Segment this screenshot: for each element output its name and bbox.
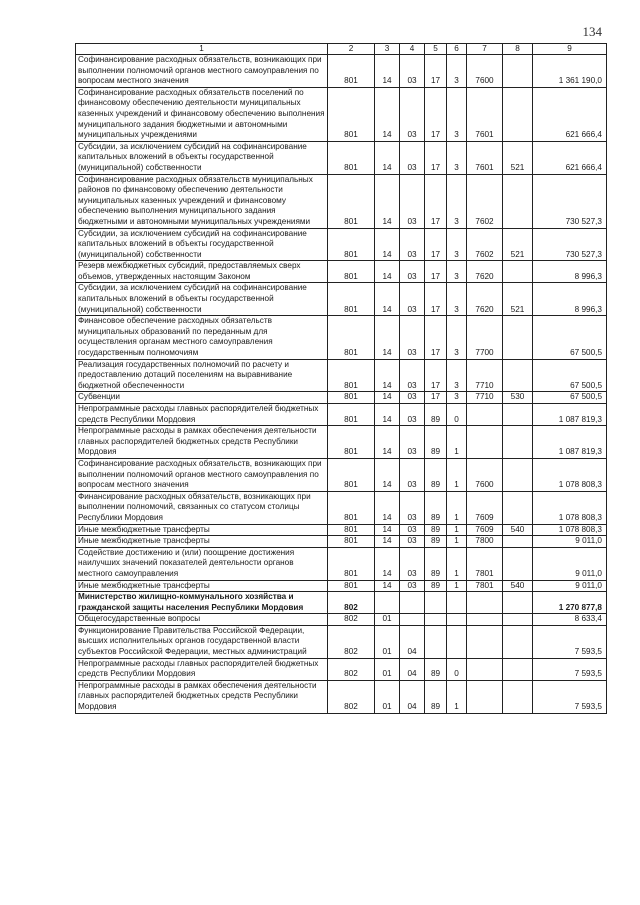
cell-section-code: 14 <box>375 524 400 536</box>
cell-target-code: 7801 <box>467 547 503 580</box>
table-row <box>76 141 607 174</box>
cell-ministry-code: 801 <box>328 359 375 392</box>
table-row <box>76 614 607 626</box>
cell-section-code: 14 <box>375 316 400 359</box>
cell-amount: 730 527,3 <box>533 228 607 261</box>
cell-target-code: 7620 <box>467 261 503 283</box>
cell-section-code: 14 <box>375 141 400 174</box>
cell-program-code: 89 <box>425 458 447 491</box>
cell-amount: 1 270 877,8 <box>533 592 607 614</box>
cell-subprogram-code: 3 <box>447 316 467 359</box>
cell-subprogram-code: 3 <box>447 55 467 88</box>
cell-ministry-code: 801 <box>328 580 375 592</box>
table-row <box>76 283 607 316</box>
cell-section-code: 14 <box>375 536 400 548</box>
cell-section-code: 01 <box>375 625 400 658</box>
table-row <box>76 392 607 404</box>
cell-section-code <box>375 592 400 614</box>
table-row <box>76 359 607 392</box>
cell-subprogram-code: 1 <box>447 458 467 491</box>
cell-target-code: 7601 <box>467 141 503 174</box>
cell-ministry-code: 801 <box>328 87 375 141</box>
cell-subsection-code: 04 <box>400 658 425 680</box>
cell-item-name: Софинансирование расходных обязательств, возникающих при выполнении полномочий органов местного самоуправления по вопросам местного значения <box>76 458 328 491</box>
cell-item-name: Субвенции <box>76 392 328 404</box>
cell-expense-type-code: 540 <box>503 524 533 536</box>
col-header: 8 <box>503 44 533 55</box>
cell-amount: 67 500,5 <box>533 359 607 392</box>
table-row <box>76 524 607 536</box>
cell-expense-type-code <box>503 536 533 548</box>
cell-ministry-code: 802 <box>328 680 375 713</box>
cell-program-code: 89 <box>425 524 447 536</box>
cell-section-code: 14 <box>375 491 400 524</box>
cell-expense-type-code: 540 <box>503 580 533 592</box>
cell-item-name: Финансирование расходных обязательств, возникающих при выполнении полномочий, связанных со статусом столицы Республики Мордовия <box>76 491 328 524</box>
cell-expense-type-code: 530 <box>503 392 533 404</box>
cell-section-code: 14 <box>375 426 400 459</box>
cell-expense-type-code <box>503 547 533 580</box>
cell-expense-type-code <box>503 625 533 658</box>
cell-amount: 9 011,0 <box>533 536 607 548</box>
cell-subprogram-code: 3 <box>447 87 467 141</box>
cell-program-code <box>425 625 447 658</box>
cell-expense-type-code <box>503 614 533 626</box>
table-row <box>76 404 607 426</box>
cell-subsection-code <box>400 592 425 614</box>
cell-ministry-code: 801 <box>328 426 375 459</box>
page-number: 134 <box>582 24 602 39</box>
cell-amount: 67 500,5 <box>533 316 607 359</box>
cell-ministry-code: 801 <box>328 458 375 491</box>
cell-expense-type-code <box>503 316 533 359</box>
cell-item-name: Непрограммные расходы в рамках обеспечения деятельности главных распорядителей бюджетных средств Республики Мордовия <box>76 426 328 459</box>
table-row <box>76 458 607 491</box>
cell-item-name: Финансовое обеспечение расходных обязательств муниципальных образований по переданным для осуществления органам местного самоуправления государственным полномочиям <box>76 316 328 359</box>
cell-expense-type-code <box>503 458 533 491</box>
cell-section-code: 14 <box>375 228 400 261</box>
cell-item-name: Непрограммные расходы главных распорядителей бюджетных средств Республики Мордовия <box>76 404 328 426</box>
cell-subsection-code: 03 <box>400 426 425 459</box>
cell-amount: 7 593,5 <box>533 625 607 658</box>
cell-ministry-code: 801 <box>328 404 375 426</box>
cell-target-code <box>467 625 503 658</box>
table-row <box>76 87 607 141</box>
table-row <box>76 547 607 580</box>
cell-subsection-code <box>400 614 425 626</box>
cell-target-code: 7600 <box>467 458 503 491</box>
cell-subprogram-code: 1 <box>447 426 467 459</box>
cell-subprogram-code: 1 <box>447 491 467 524</box>
cell-target-code: 7602 <box>467 174 503 228</box>
cell-subprogram-code: 3 <box>447 283 467 316</box>
cell-subprogram-code: 3 <box>447 392 467 404</box>
table-row <box>76 625 607 658</box>
cell-item-name: Непрограммные расходы в рамках обеспечения деятельности главных распорядителей бюджетных средств Республики Мордовия <box>76 680 328 713</box>
cell-section-code: 14 <box>375 87 400 141</box>
cell-amount: 8 996,3 <box>533 283 607 316</box>
cell-amount: 1 087 819,3 <box>533 404 607 426</box>
cell-amount: 67 500,5 <box>533 392 607 404</box>
cell-item-name: Софинансирование расходных обязательств поселений по финансовому обеспечению деятельности муниципальных казенных учреждений и финансовому обеспечению выполнения муниципального задания бюджетными и автономными муниципальных учреждениями <box>76 87 328 141</box>
table-row <box>76 426 607 459</box>
cell-program-code: 17 <box>425 283 447 316</box>
cell-section-code: 14 <box>375 283 400 316</box>
col-header: 3 <box>375 44 400 55</box>
cell-target-code: 7700 <box>467 316 503 359</box>
cell-amount: 7 593,5 <box>533 680 607 713</box>
cell-ministry-code: 801 <box>328 228 375 261</box>
cell-expense-type-code <box>503 87 533 141</box>
cell-section-code: 14 <box>375 580 400 592</box>
cell-subsection-code: 03 <box>400 392 425 404</box>
cell-subsection-code: 03 <box>400 404 425 426</box>
cell-program-code <box>425 614 447 626</box>
cell-amount: 730 527,3 <box>533 174 607 228</box>
cell-program-code: 89 <box>425 426 447 459</box>
cell-subprogram-code: 0 <box>447 658 467 680</box>
col-header: 6 <box>447 44 467 55</box>
cell-subprogram-code: 1 <box>447 580 467 592</box>
cell-subsection-code: 03 <box>400 524 425 536</box>
cell-ministry-code: 801 <box>328 547 375 580</box>
cell-ministry-code: 802 <box>328 614 375 626</box>
cell-subprogram-code: 3 <box>447 359 467 392</box>
cell-item-name: Функционирование Правительства Российской Федерации, высших исполнительных органов государственной власти субъектов Российской Федерации, местных администраций <box>76 625 328 658</box>
cell-target-code <box>467 592 503 614</box>
cell-subsection-code: 03 <box>400 228 425 261</box>
cell-expense-type-code <box>503 174 533 228</box>
cell-item-name: Субсидии, за исключением субсидий на софинансирование капитальных вложений в объекты государственной (муниципальной) собственности <box>76 283 328 316</box>
cell-target-code: 7609 <box>467 524 503 536</box>
cell-subprogram-code <box>447 625 467 658</box>
cell-target-code: 7801 <box>467 580 503 592</box>
cell-target-code: 7620 <box>467 283 503 316</box>
cell-target-code <box>467 680 503 713</box>
cell-item-name: Субсидии, за исключением субсидий на софинансирование капитальных вложений в объекты государственной (муниципальной) собственности <box>76 141 328 174</box>
cell-expense-type-code <box>503 359 533 392</box>
cell-expense-type-code <box>503 261 533 283</box>
cell-ministry-code: 801 <box>328 174 375 228</box>
cell-amount: 1 078 808,3 <box>533 458 607 491</box>
cell-section-code: 14 <box>375 359 400 392</box>
cell-program-code: 17 <box>425 261 447 283</box>
table-row <box>76 261 607 283</box>
cell-target-code: 7600 <box>467 55 503 88</box>
cell-amount: 621 666,4 <box>533 141 607 174</box>
cell-subprogram-code <box>447 614 467 626</box>
cell-item-name: Непрограммные расходы главных распорядителей бюджетных средств Республики Мордовия <box>76 658 328 680</box>
cell-expense-type-code <box>503 404 533 426</box>
cell-expense-type-code <box>503 592 533 614</box>
cell-ministry-code: 802 <box>328 592 375 614</box>
table-row <box>76 658 607 680</box>
col-header: 9 <box>533 44 607 55</box>
cell-subprogram-code: 3 <box>447 261 467 283</box>
cell-ministry-code: 801 <box>328 261 375 283</box>
cell-program-code: 89 <box>425 547 447 580</box>
cell-amount: 7 593,5 <box>533 658 607 680</box>
cell-expense-type-code <box>503 55 533 88</box>
cell-subsection-code: 03 <box>400 174 425 228</box>
cell-ministry-code: 801 <box>328 283 375 316</box>
cell-subprogram-code: 3 <box>447 174 467 228</box>
table-row <box>76 592 607 614</box>
cell-subsection-code: 03 <box>400 458 425 491</box>
table-body <box>76 55 607 714</box>
cell-ministry-code: 802 <box>328 658 375 680</box>
cell-ministry-code: 801 <box>328 316 375 359</box>
cell-program-code <box>425 592 447 614</box>
cell-subprogram-code: 3 <box>447 228 467 261</box>
cell-ministry-code: 801 <box>328 536 375 548</box>
cell-amount: 9 011,0 <box>533 580 607 592</box>
table-row <box>76 580 607 592</box>
cell-section-code: 01 <box>375 680 400 713</box>
cell-subsection-code: 03 <box>400 316 425 359</box>
cell-section-code: 14 <box>375 458 400 491</box>
cell-amount: 621 666,4 <box>533 87 607 141</box>
cell-subsection-code: 03 <box>400 55 425 88</box>
cell-amount: 1 078 808,3 <box>533 491 607 524</box>
col-header: 5 <box>425 44 447 55</box>
cell-subprogram-code: 1 <box>447 536 467 548</box>
cell-target-code: 7602 <box>467 228 503 261</box>
cell-subsection-code: 03 <box>400 491 425 524</box>
cell-subprogram-code: 1 <box>447 524 467 536</box>
cell-section-code: 14 <box>375 404 400 426</box>
cell-program-code: 89 <box>425 536 447 548</box>
cell-amount: 9 011,0 <box>533 547 607 580</box>
table-row <box>76 491 607 524</box>
cell-item-name: Иные межбюджетные трансферты <box>76 580 328 592</box>
cell-item-name: Софинансирование расходных обязательств, возникающих при выполнении полномочий органов местного самоуправления по вопросам местного значения <box>76 55 328 88</box>
cell-program-code: 17 <box>425 316 447 359</box>
cell-subprogram-code <box>447 592 467 614</box>
cell-section-code: 14 <box>375 547 400 580</box>
cell-section-code: 14 <box>375 392 400 404</box>
cell-ministry-code: 801 <box>328 524 375 536</box>
cell-expense-type-code <box>503 426 533 459</box>
cell-amount: 8 996,3 <box>533 261 607 283</box>
budget-table <box>75 43 607 714</box>
cell-target-code <box>467 658 503 680</box>
cell-program-code: 17 <box>425 87 447 141</box>
cell-section-code: 14 <box>375 55 400 88</box>
cell-program-code: 89 <box>425 404 447 426</box>
cell-target-code: 7710 <box>467 359 503 392</box>
cell-target-code: 7609 <box>467 491 503 524</box>
table-row <box>76 316 607 359</box>
cell-item-name: Содействие достижению и (или) поощрение достижения наилучших значений показателей деятельности органов местного самоуправления <box>76 547 328 580</box>
cell-expense-type-code: 521 <box>503 141 533 174</box>
cell-target-code: 7710 <box>467 392 503 404</box>
cell-subsection-code: 03 <box>400 536 425 548</box>
cell-section-code: 01 <box>375 614 400 626</box>
cell-expense-type-code: 521 <box>503 228 533 261</box>
cell-item-name: Министерство жилищно-коммунального хозяйства и гражданской защиты населения Республики Мордовия <box>76 592 328 614</box>
cell-program-code: 17 <box>425 359 447 392</box>
cell-target-code: 7800 <box>467 536 503 548</box>
cell-program-code: 89 <box>425 680 447 713</box>
cell-target-code: 7601 <box>467 87 503 141</box>
cell-item-name: Реализация государственных полномочий по расчету и предоставлению дотаций поселениям на выравнивание бюджетной обеспеченности <box>76 359 328 392</box>
cell-item-name: Резерв межбюджетных субсидий, предоставляемых сверх объемов, утвержденных настоящим Законом <box>76 261 328 283</box>
cell-program-code: 89 <box>425 580 447 592</box>
cell-expense-type-code <box>503 680 533 713</box>
cell-subsection-code: 04 <box>400 625 425 658</box>
cell-item-name: Субсидии, за исключением субсидий на софинансирование капитальных вложений в объекты государственной (муниципальной) собственности <box>76 228 328 261</box>
cell-subprogram-code: 1 <box>447 680 467 713</box>
cell-amount: 1 361 190,0 <box>533 55 607 88</box>
col-header: 2 <box>328 44 375 55</box>
table-row <box>76 536 607 548</box>
cell-amount: 1 078 808,3 <box>533 524 607 536</box>
col-header: 4 <box>400 44 425 55</box>
cell-amount: 8 633,4 <box>533 614 607 626</box>
cell-subprogram-code: 1 <box>447 547 467 580</box>
cell-ministry-code: 801 <box>328 141 375 174</box>
cell-target-code <box>467 404 503 426</box>
cell-program-code: 89 <box>425 658 447 680</box>
cell-expense-type-code <box>503 491 533 524</box>
cell-section-code: 14 <box>375 174 400 228</box>
col-header: 7 <box>467 44 503 55</box>
cell-target-code <box>467 614 503 626</box>
cell-program-code: 17 <box>425 141 447 174</box>
cell-program-code: 17 <box>425 392 447 404</box>
cell-subsection-code: 03 <box>400 87 425 141</box>
cell-subsection-code: 03 <box>400 141 425 174</box>
cell-subsection-code: 03 <box>400 359 425 392</box>
cell-expense-type-code <box>503 658 533 680</box>
cell-program-code: 89 <box>425 491 447 524</box>
cell-subsection-code: 03 <box>400 547 425 580</box>
cell-item-name: Софинансирование расходных обязательств муниципальных районов по финансовому обеспечению деятельности муниципальных казенных учреждений и финансовому обеспечению выполнения муниципального задания бюджетными и автономными муниципальных учреждениями <box>76 174 328 228</box>
cell-item-name: Иные межбюджетные трансферты <box>76 524 328 536</box>
cell-expense-type-code: 521 <box>503 283 533 316</box>
cell-subprogram-code: 3 <box>447 141 467 174</box>
cell-subprogram-code: 0 <box>447 404 467 426</box>
cell-program-code: 17 <box>425 55 447 88</box>
table-row <box>76 55 607 88</box>
header-row <box>76 44 607 55</box>
table-row <box>76 174 607 228</box>
cell-amount: 1 087 819,3 <box>533 426 607 459</box>
cell-subsection-code: 03 <box>400 580 425 592</box>
cell-item-name: Иные межбюджетные трансферты <box>76 536 328 548</box>
cell-ministry-code: 801 <box>328 55 375 88</box>
cell-subsection-code: 03 <box>400 283 425 316</box>
cell-section-code: 01 <box>375 658 400 680</box>
cell-ministry-code: 801 <box>328 392 375 404</box>
cell-target-code <box>467 426 503 459</box>
cell-section-code: 14 <box>375 261 400 283</box>
table-row <box>76 228 607 261</box>
cell-ministry-code: 801 <box>328 491 375 524</box>
cell-subsection-code: 03 <box>400 261 425 283</box>
cell-subsection-code: 04 <box>400 680 425 713</box>
cell-item-name: Общегосударственные вопросы <box>76 614 328 626</box>
cell-program-code: 17 <box>425 174 447 228</box>
table-row <box>76 680 607 713</box>
cell-ministry-code: 802 <box>328 625 375 658</box>
col-header: 1 <box>76 44 328 55</box>
cell-program-code: 17 <box>425 228 447 261</box>
